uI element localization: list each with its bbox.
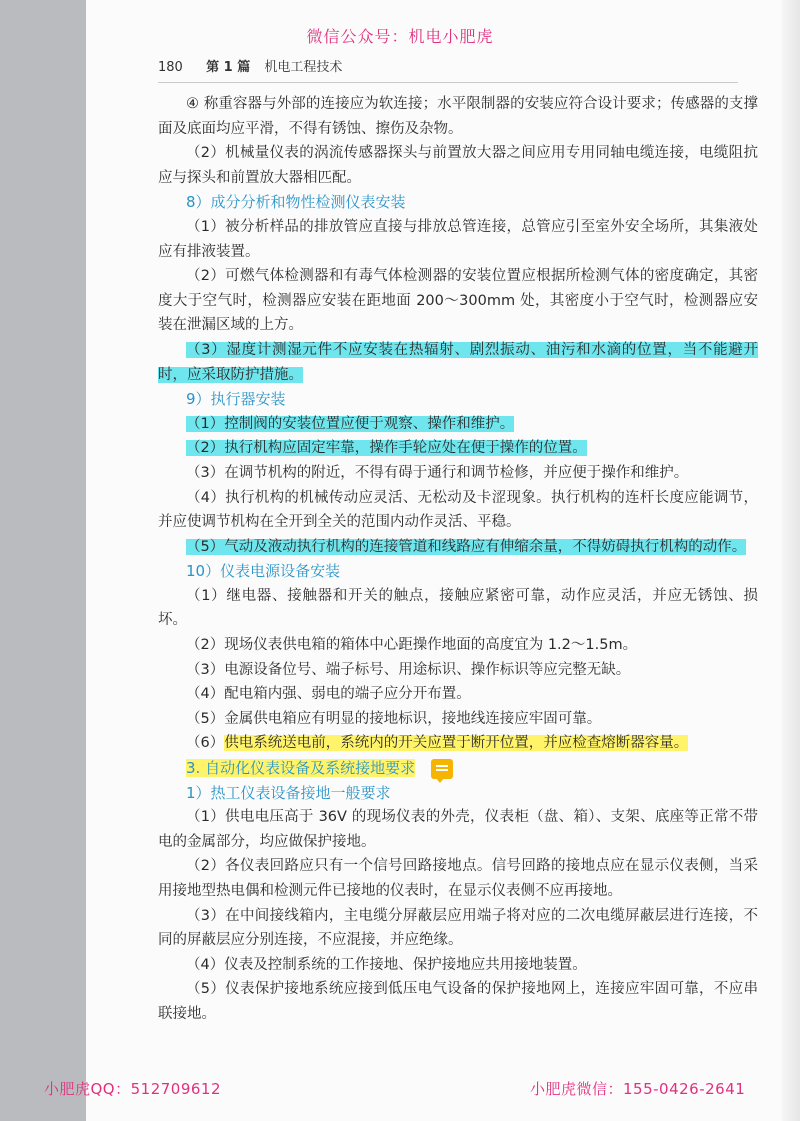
paragraph-text: （4）仪表及控制系统的工作接地、保护接地应共用接地装置。 [186, 956, 587, 973]
body-text [158, 92, 758, 1027]
paragraph [158, 92, 758, 141]
paragraph [158, 854, 758, 903]
paragraph-text: （4）配电箱内强、弱电的端子应分开布置。 [186, 686, 471, 703]
running-head [158, 56, 738, 83]
item-number: （6） [186, 735, 225, 752]
section-heading [158, 756, 758, 781]
paragraph-text: （1）被分析样品的排放管应直接与排放总管连接，总管应引至室外安全场所，其集液处应有排液装置。 [158, 218, 758, 260]
paragraph-text: （2）各仪表回路应只有一个信号回路接地点。信号回路的接地点应在显示仪表侧，当采用接地型热电偶和检测元件已接地的仪表时，在显示仪表侧不应再接地。 [158, 858, 758, 899]
paragraph [158, 535, 758, 560]
paragraph-text: （3）在调节机构的附近，不得有碍于通行和调节检修，并应便于操作和维护。 [186, 464, 689, 481]
paragraph [158, 682, 758, 707]
paragraph-text: 10）仪表电源设备安装 [186, 562, 341, 581]
paragraph [158, 215, 758, 264]
paragraph-text: （1）继电器、接触器和开关的触点，接触应紧密可靠，动作应灵活，并应无锈蚀、损坏。 [158, 587, 758, 629]
paragraph [158, 338, 758, 387]
paragraph-text: （2）现场仪表供电箱的箱体中心距操作地面的高度宜为 1.2～1.5m。 [186, 637, 638, 654]
paragraph [158, 904, 758, 953]
paragraph [158, 633, 758, 658]
section-heading [158, 781, 758, 806]
section-heading [158, 190, 758, 215]
highlighted-text: （5）气动及液动执行机构的连接管道和线路应有伸缩余量，不得妨碍执行机构的动作。 [186, 538, 747, 555]
paragraph [158, 707, 758, 732]
paragraph [158, 731, 758, 756]
page-edge-right [782, 0, 800, 1121]
highlighted-text: （2）执行机构应固定牢靠，操作手轮应处在便于操作的位置。 [186, 440, 587, 457]
paragraph [158, 584, 758, 633]
highlighted-text: 供电系统送电前，系统内的开关应置于断开位置，并应检查熔断器容量。 [224, 735, 689, 752]
watermark-wechat: 小肥虎微信：155-0426-2641 [530, 1080, 746, 1098]
page-number: 180 [158, 60, 183, 75]
section-heading [158, 559, 758, 584]
paragraph-text: （3）电源设备位号、端子标号、用途标识、操作标识等应完整无缺。 [186, 661, 631, 678]
paragraph [158, 658, 758, 683]
paragraph-text: 8）成分分析和物性检测仪表安装 [186, 193, 406, 212]
paragraph-text: （5）金属供电箱应有明显的接地标识，接地线连接应牢固可靠。 [186, 710, 602, 727]
watermark-top: 微信公众号：机电小肥虎 [306, 27, 494, 46]
paragraph-text: （3）在中间接线箱内，主电缆分屏蔽层应用端子将对应的二次电缆屏蔽层进行连接，不同的屏蔽层应分别连接，不应混接，并应绝缘。 [158, 907, 758, 949]
paragraph [158, 412, 758, 437]
paragraph [158, 264, 758, 338]
paragraph [158, 436, 758, 461]
paragraph [158, 486, 758, 535]
comment-icon[interactable] [431, 759, 453, 779]
paragraph [158, 461, 758, 486]
paragraph-text: （5）仪表保护接地系统应接到低压电气设备的保护接地网上，连接应牢固可靠，不应串联接地。 [158, 981, 758, 1022]
watermark-qq: 小肥虎QQ：512709612 [44, 1080, 222, 1098]
section-heading [158, 387, 758, 412]
paragraph-text: （1）供电电压高于 36V 的现场仪表的外壳，仪表柜（盘、箱）、支架、底座等正常不带电的金属部分，均应做保护接地。 [158, 809, 758, 850]
paragraph [158, 977, 758, 1026]
paragraph [158, 805, 758, 854]
paragraph-text: ④ 称重容器与外部的连接应为软连接；水平限制器的安装应符合设计要求；传感器的支撑面及底面均应平滑，不得有锈蚀、擦伤及杂物。 [158, 96, 758, 137]
paragraph-text: 1）热工仪表设备接地一般要求 [186, 783, 391, 802]
paragraph [158, 141, 758, 190]
highlighted-text: （3）湿度计测湿元件不应安装在热辐射、剧烈振动、油污和水滴的位置，当不能避开时，应采取防护措施。 [158, 341, 758, 383]
part-title: 机电工程技术 [264, 60, 343, 75]
paragraph-text: （4）执行机构的机械传动应灵活、无松动及卡涩现象。执行机构的连杆长度应能调节，并应使调节机构在全开到全关的范围内动作灵活、平稳。 [158, 489, 758, 531]
highlighted-text: 3. 自动化仪表设备及系统接地要求 [186, 759, 416, 778]
paragraph-text: （2）机械量仪表的涡流传感器探头与前置放大器之间应用专用同轴电缆连接，电缆阻抗应与探头和前置放大器相匹配。 [158, 145, 758, 186]
paragraph-text: 9）执行器安装 [186, 390, 286, 409]
part-label: 第 1 篇 [206, 60, 251, 75]
scan-margin-left [0, 0, 86, 1121]
paragraph [158, 953, 758, 978]
highlighted-text: （1）控制阀的安装位置应便于观察、操作和维护。 [186, 415, 515, 432]
paragraph-text: （2）可燃气体检测器和有毒气体检测器的安装位置应根据所检测气体的密度确定，其密度大于空气时，检测器应安装在距地面 200～300mm 处，其密度小于空气时，检测器应安装在泄漏区域的上方。 [158, 268, 758, 334]
